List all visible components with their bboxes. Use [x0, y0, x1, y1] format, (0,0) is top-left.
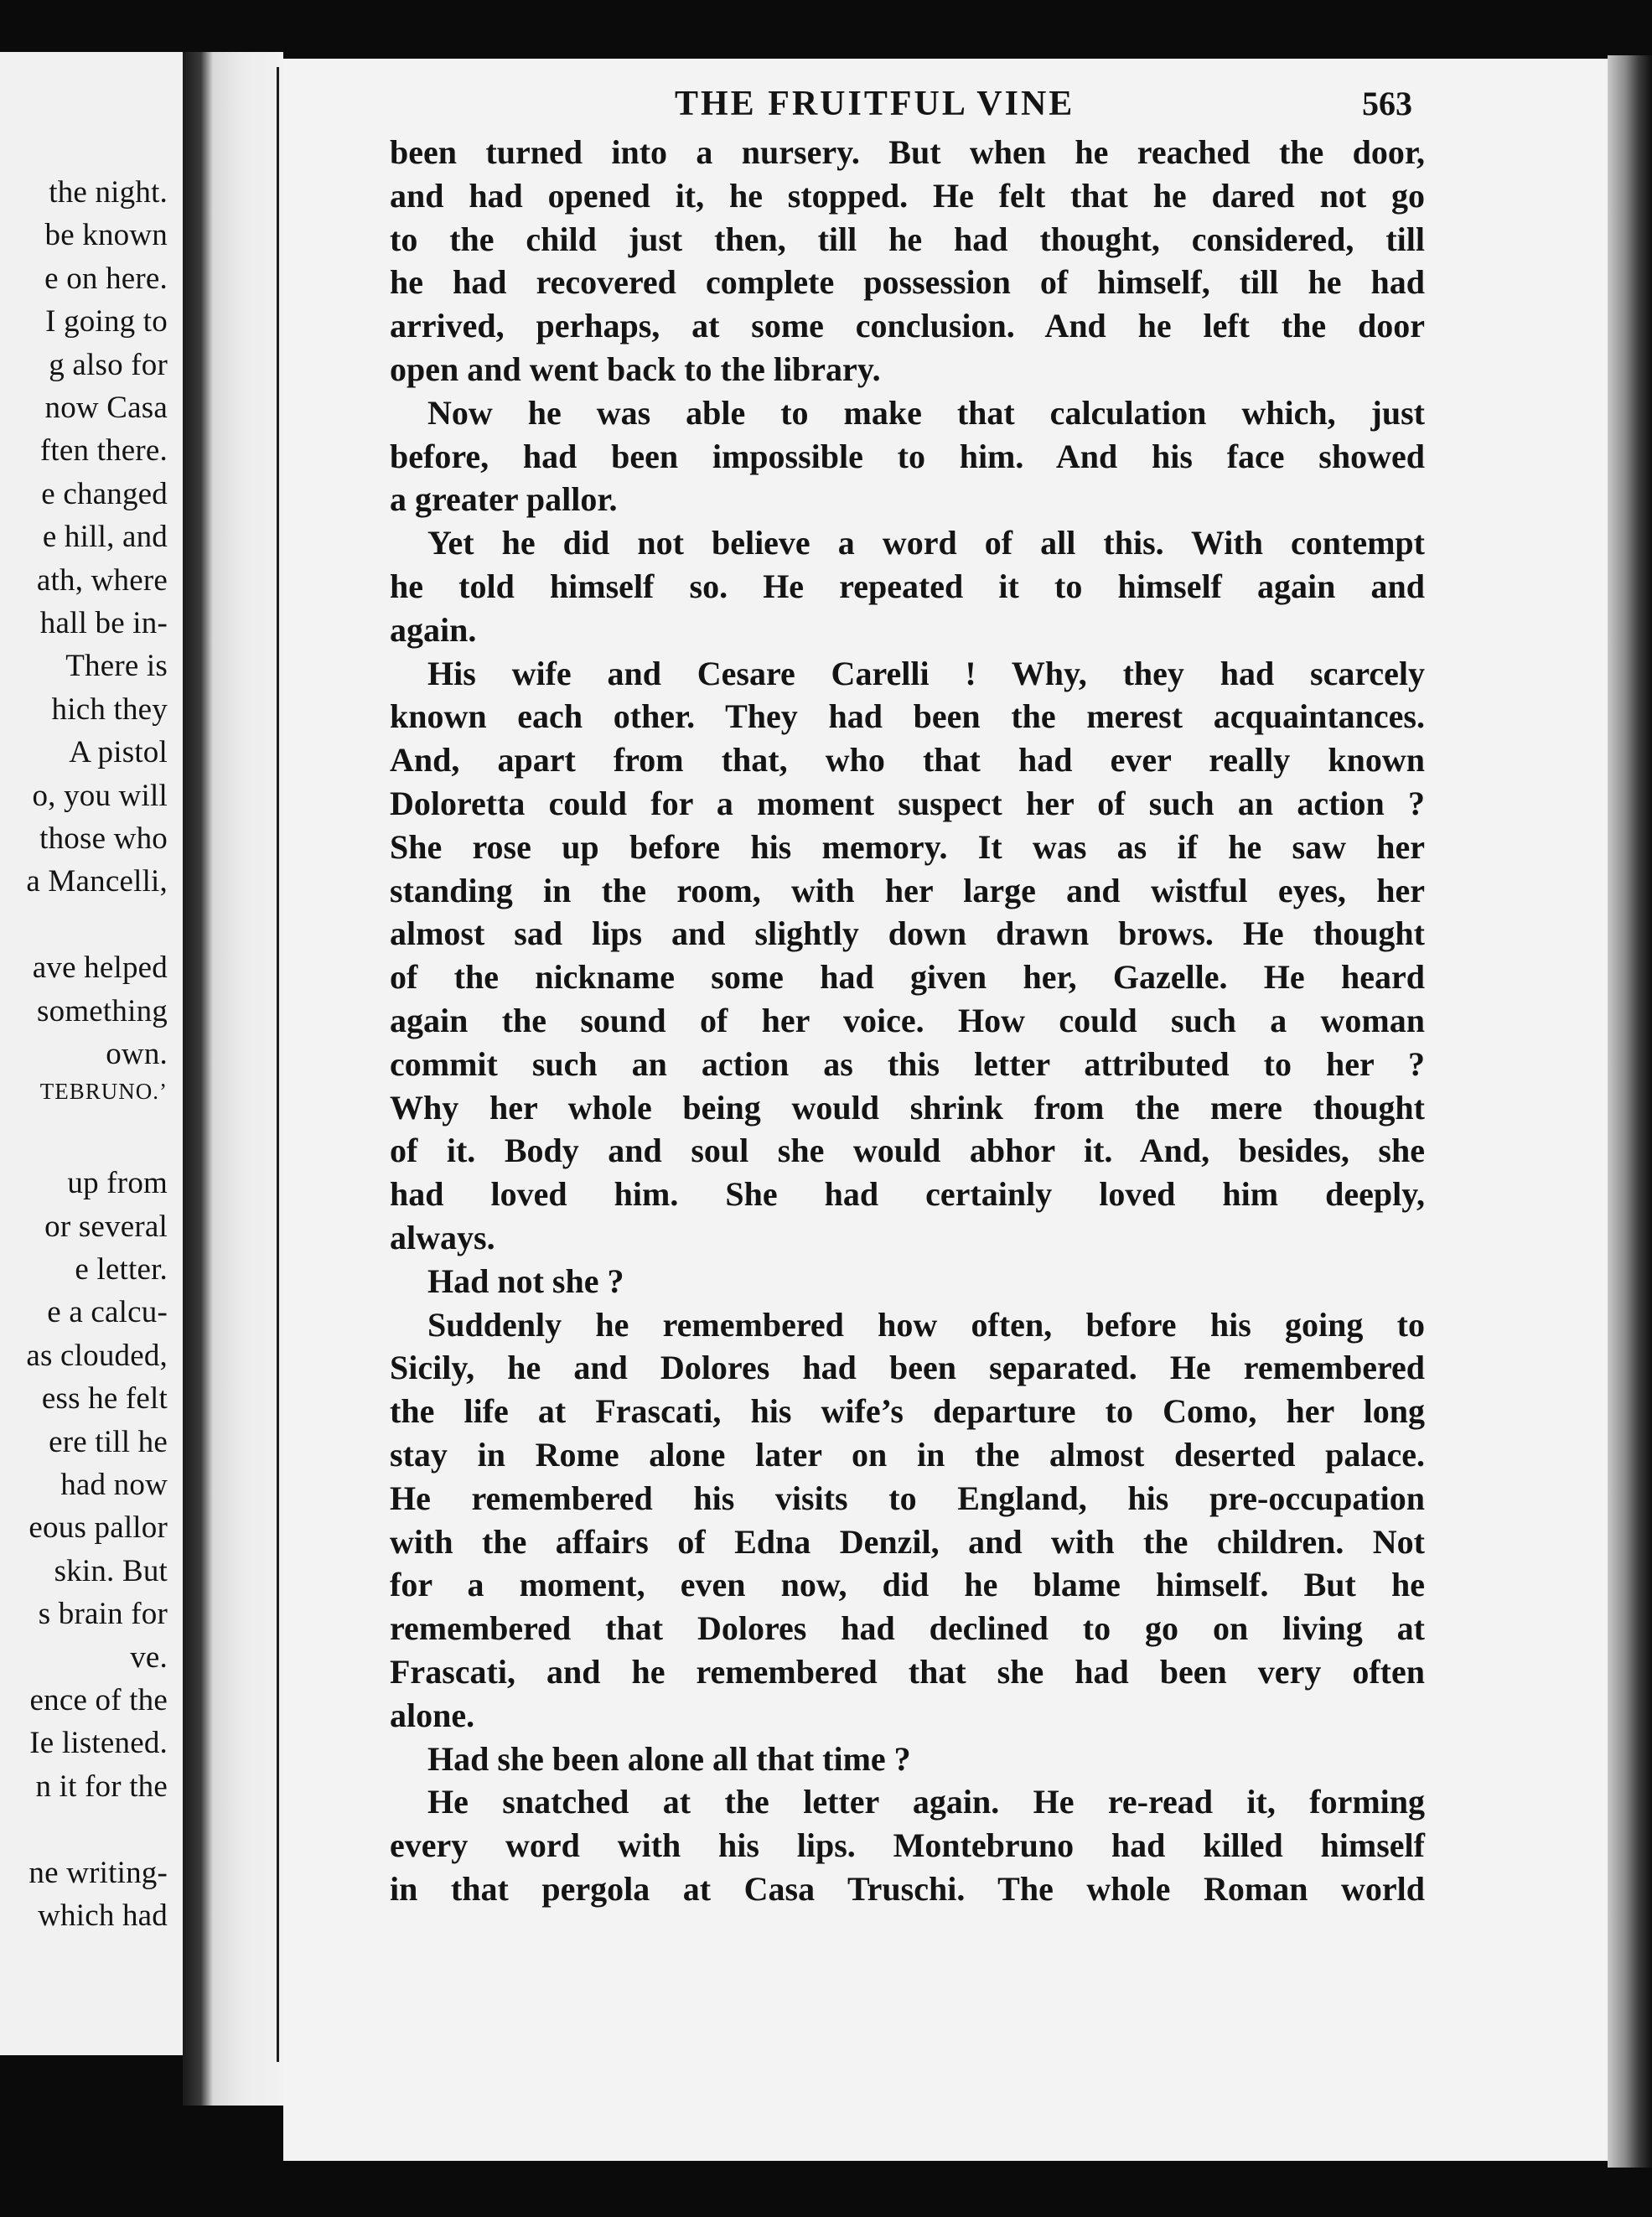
text-line: And, apart from that, who that had ever really known [390, 741, 1425, 780]
left-page-line: g also for [49, 347, 168, 382]
text-line: alone. [390, 1696, 475, 1734]
left-page-line: now Casa [44, 391, 168, 425]
left-page-line: up from [67, 1166, 168, 1201]
left-page-line: Ie listened. [29, 1726, 168, 1761]
left-page-line: something [37, 993, 168, 1028]
left-page-line: ath, where [36, 562, 168, 598]
left-page-line: a Mancelli, [26, 864, 168, 899]
text-line: to the child just then, till he had thought, considered, till [390, 220, 1425, 258]
left-page-line: had now [60, 1468, 168, 1502]
text-line: he told himself so. He repeated it to himself again and [390, 567, 1425, 605]
left-page-line: or several [44, 1209, 168, 1244]
text-line: remembered that Dolores had declined to go on living at [390, 1609, 1425, 1648]
text-line: with the affairs of Edna Denzil, and with the children. Not [390, 1522, 1425, 1561]
text-line: Sicily, he and Dolores had been separated. He remembered [390, 1349, 1425, 1387]
text-line: had loved him. She had certainly loved him deeply, [390, 1175, 1425, 1214]
left-page-line: the night. [49, 175, 168, 210]
gutter-shadow-line [277, 67, 279, 2062]
text-line: known each other. They had been the merest acquaintances. [390, 697, 1425, 736]
left-page-line: TEBRUNO.’ [39, 1079, 168, 1105]
text-line: almost sad lips and slightly down drawn brows. He thought [390, 914, 1425, 953]
left-page-line: e letter. [75, 1252, 168, 1287]
text-line: Yet he did not believe a word of all this. With contempt [427, 524, 1425, 562]
left-page-line: e a calcu- [47, 1295, 168, 1330]
text-line: He snatched at the letter again. He re-read it, forming [427, 1783, 1425, 1821]
text-line: His wife and Cesare Carelli ! Why, they had scarcely [427, 654, 1425, 692]
left-page-line: ere till he [49, 1424, 168, 1459]
text-line: arrived, perhaps, at some conclusion. And he left the door [390, 307, 1425, 345]
text-line: open and went back to the library. [390, 350, 881, 388]
page-number: 563 [1362, 85, 1412, 122]
text-line: He remembered his visits to England, his pre-occupation [390, 1479, 1425, 1517]
left-page-line: n it for the [35, 1769, 168, 1804]
left-page-line: eous pallor [28, 1510, 168, 1546]
text-line: before, had been impossible to him. And his face showed [390, 437, 1425, 475]
text-line: again. [390, 610, 477, 649]
left-page-line: e hill, and [42, 520, 168, 555]
text-line: and had opened it, he stopped. He felt that he dared not go [390, 176, 1425, 215]
book-gutter [183, 52, 283, 2106]
left-page-line: those who [39, 821, 168, 856]
text-line: always. [390, 1219, 495, 1256]
left-page-line: ne writing- [28, 1855, 168, 1890]
left-page-line: skin. But [54, 1553, 168, 1588]
left-page-line: ence of the [29, 1683, 168, 1717]
text-line: he had recovered complete possession of himself, till he had [390, 263, 1425, 302]
left-page-line: which had [38, 1898, 168, 1933]
text-line: commit such an action as this letter attributed to her ? [390, 1044, 1425, 1083]
left-page-line: ess he felt [41, 1381, 168, 1417]
left-page-line: There is [65, 649, 168, 684]
left-page-line: hall be in- [39, 606, 168, 640]
left-page-line: e changed [41, 476, 168, 511]
left-page-line: A pistol [69, 735, 168, 770]
text-line: every word with his lips. Montebruno had killed himself [390, 1826, 1425, 1865]
text-line: Now he was able to make that calculation which, just [427, 393, 1425, 432]
text-line: been turned into a nursery. But when he reached the door, [390, 133, 1425, 171]
left-page-line: own. [106, 1037, 168, 1071]
page-edge [1608, 55, 1652, 2168]
text-line: the life at Frascati, his wife’s departure to Como, her long [390, 1392, 1425, 1431]
left-page-line: o, you will [32, 778, 168, 813]
left-page-line: e on here. [44, 261, 168, 296]
left-page-line: hich they [51, 692, 168, 727]
text-line: for a moment, even now, did he blame himself. But he [390, 1566, 1425, 1604]
text-line: Had she been alone all that time ? [427, 1739, 911, 1778]
left-page-line: ften there. [39, 433, 168, 469]
text-line: in that pergola at Casa Truschi. The whole Roman world [390, 1870, 1425, 1908]
text-line: a greater pallor. [390, 480, 618, 519]
left-page-line: I going to [45, 304, 168, 339]
text-line: Suddenly he remembered how often, before his going to [427, 1305, 1425, 1344]
left-page-line: be known [44, 218, 168, 253]
text-line: Doloretta could for a moment suspect her of such an action ? [390, 785, 1425, 822]
text-line: again the sound of her voice. How could such a woman [390, 1002, 1425, 1039]
text-line: Had not she ? [427, 1261, 624, 1300]
text-line: of it. Body and soul she would abhor it. And, besides, she [390, 1132, 1425, 1170]
text-line: stay in Rome alone later on in the almost deserted palace. [390, 1436, 1425, 1474]
text-line: Why her whole being would shrink from the mere thought [390, 1088, 1425, 1127]
text-line: Frascati, and he remembered that she had been very often [390, 1653, 1425, 1691]
running-head-title: THE FRUITFUL VINE [675, 85, 1075, 123]
left-page-line: ve. [130, 1639, 168, 1675]
left-page-fragment [0, 52, 184, 2055]
text-line: standing in the room, with her large and wistful eyes, her [390, 871, 1425, 909]
left-page-line: s brain for [38, 1597, 168, 1632]
text-line: of the nickname some had given her, Gazelle. He heard [390, 958, 1425, 997]
left-page-line: ave helped [32, 951, 168, 986]
left-page-line: as clouded, [26, 1338, 168, 1373]
text-line: She rose up before his memory. It was as if he saw her [390, 827, 1425, 866]
